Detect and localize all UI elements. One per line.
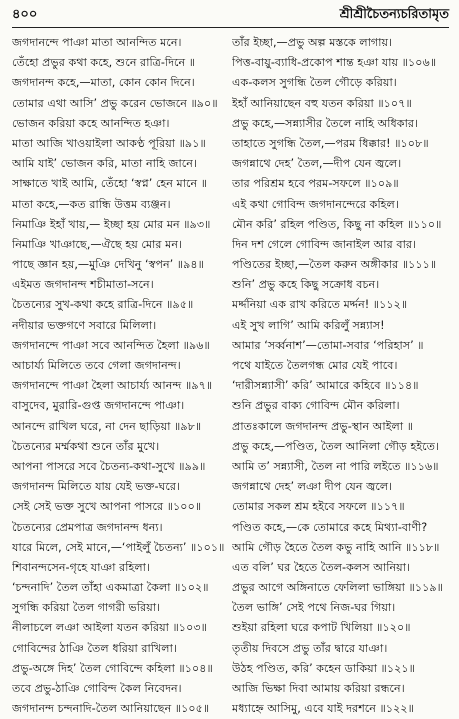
verse-line: তৈল ভাঙ্গি’ সেই পথে নিজ-ঘর গিয়া। <box>232 601 396 615</box>
verse-line: চৈতন্যের প্রেমপাত্র জগদানন্দ ধন্য। <box>12 520 163 534</box>
verse-line: মাতা আজি খাওয়াইলা আকণ্ঠ পূরিয়া ॥৯১॥ <box>12 136 206 150</box>
verse-line: সুগন্ধি করিয়া তৈল গাগরী ভরিয়া। <box>12 601 161 615</box>
verse-line: আজি ভিক্ষা দিবা আমায় করিয়া রন্ধনে। <box>232 682 405 695</box>
verse-line: তোমার এথা আসি’ প্রভু করেন ভোজনে ॥৯০॥ <box>12 96 218 110</box>
verse-line: এই সুখ লাগি’ আমি করিলুঁ সন্ন্যাস! <box>232 318 385 332</box>
verse-line: আমি গৌড় হৈতে তৈল কভু নাহি আনি ॥১১৮॥ <box>232 540 440 554</box>
verse-line: ‘চন্দনাদি’ তৈল তাঁহা একমাত্রা কৈলা ॥১০২॥ <box>12 581 209 595</box>
verse-line: শুনি প্রভুর বাক্য গোবিন্দ মৌন করিলা। <box>232 399 400 413</box>
verse-line: আচার্য্য মিলিতে তবে গেলা জগদানন্দ। <box>12 359 181 372</box>
header-rule <box>12 27 449 28</box>
verse-line: চৈতন্যের মর্ম্মকথা শুনে তাঁর মুখে। <box>12 439 160 453</box>
verse-line: শিবানন্দসেন-গৃহে যাঞা রহিলা। <box>12 560 150 574</box>
verse-line: এই কথা গোবিন্দ জগদানন্দেরে কহিল। <box>232 197 399 211</box>
verse-line: ভোজন করিয়া কহে আনন্দিত হঞা। <box>12 116 170 130</box>
verse-line: প্রাতঃকালে জগদানন্দ প্রভু-স্থান আইলা ॥ <box>232 419 414 433</box>
verse-line: পিত্ত-বায়ু-ব্যাধি-প্রকোপ শান্ত হঞা যায় ॥১০৬॥ <box>232 56 437 70</box>
verse-line: জগদানন্দে পাঞা হৈলা আচার্য্য আনন্দ ॥৯৭॥ <box>12 379 213 393</box>
verse-line: জগদানন্দে পাঞা মাতা আনন্দিত মনে। <box>12 36 182 49</box>
verse-line: মধ্যাহ্নে আসিমু, এবে যাই দরশনে ॥১২২॥ <box>232 702 415 716</box>
verse-line: আমি ত’ সন্ন্যাসী, তৈল না পারি লইতে ॥১১৬॥ <box>232 459 439 473</box>
verse-line: তাঁর ইচ্ছা,—প্রভু অল্প মস্তকে লাগায়। <box>232 36 393 49</box>
verse-line: পণ্ডিতের ইচ্ছা,—তৈল করুন অঙ্গীকার ॥১১১॥ <box>232 258 437 272</box>
verse-line: জগদানন্দ মিলিতে যায় যেই ভক্ত-ঘরে। <box>12 480 181 494</box>
verse-line: পাছে জ্ঞান হয়,—মুঞি দেখিনু ‘স্বপন’ ॥৯৪॥ <box>12 258 204 272</box>
verse-line: ইহাঁ আনিয়াছেন বহু যতন করিয়া ॥১০৭॥ <box>232 96 412 110</box>
verse-line: তৃতীয় দিবসে প্রভু তাঁর দ্বারে যাঞা। <box>232 641 388 655</box>
verse-line: তাহাতে সুগন্ধি তৈল,—পরম ধিক্কার! ॥১০৮॥ <box>232 136 429 150</box>
verse-line: মৌন করি’ রহিল পণ্ডিত, কিছু না কহিল ॥১১০॥ <box>232 217 442 231</box>
verse-line: আমি যাই’ ভোজন করি, মাতা নাহি জানে। <box>12 157 197 171</box>
verse-line: শুইয়া রহিলা ঘরে কপাট খিলিয়া ॥১২০॥ <box>232 621 411 635</box>
verse-line: প্রভু কহে,—সন্ন্যাসীর তৈলে নাহি অধিকার। <box>232 116 419 130</box>
verse-line: তোমার সকল শ্রম হইবে সফলে ॥১১৭॥ <box>232 500 405 514</box>
page-header <box>12 6 449 24</box>
verse-line: প্রভুর আগে অঙ্গিনাতে ফেলিলা ভাঙ্গিয়া ॥১১৯॥ <box>232 581 443 595</box>
verse-line: তার পরিশ্রম হবে পরম-সফলে ॥১০৯॥ <box>232 177 399 191</box>
verse-line: জগদানন্দ কহে,—মাতা, কোন কোন দিনে। <box>12 76 195 90</box>
verse-line: নিমাঞি খাঞাছে,—ঐছে হয় মোর মন। <box>12 237 183 251</box>
running-title: শ্রীশ্রীচৈতন্যচরিতামৃত <box>339 6 449 22</box>
verse-line: এক-কলস সুগন্ধি তৈল গৌড়ে করিয়া। <box>232 76 397 90</box>
verse-line: বাসুদেব, মুরারি-গুপ্ত জগদানন্দে পাঞা। <box>12 399 185 413</box>
verse-line: চৈতন্যের সুখ-কথা কহে রাত্রি-দিনে ॥৯৫॥ <box>12 298 194 312</box>
verse-line: এত বলি’ ঘর হৈতে তৈল-কলস আনিয়া। <box>232 560 410 574</box>
verse-line: এইমত জগদানন্দ শচীমাতা-সনে। <box>12 278 154 292</box>
verse-line: প্রভু কহে,—পণ্ডিত, তৈল আনিলা গৌড় হইতে। <box>232 439 440 453</box>
verse-line: উঠহ পণ্ডিত, করি’ কহেন ডাকিয়া ॥১২১॥ <box>232 661 415 675</box>
verse-line: শুনি’ প্রভু কহে কিছু সক্রোধ বচন। <box>232 278 380 292</box>
verse-line: সাক্ষাতে খাই আমি, তেঁহো ‘স্বপ্ন’ হেন মানে ॥ <box>12 177 208 191</box>
verse-line: পথে যাইতে তৈলগন্ধ মোর যেই পাবে। <box>232 359 398 372</box>
verse-line: পণ্ডিত কহে,—কে তোমারে কহে মিথ্যা-বাণী? <box>232 520 428 534</box>
page-number: ৪০০ <box>12 6 38 22</box>
verse-line: মর্দ্দনিয়া এক রাখ করিতে মর্দ্দন! ॥১১২॥ <box>232 298 408 312</box>
verse-line: তবে প্রভু-ঠাঞি গোবিন্দ কৈল নিবেদন। <box>12 682 182 695</box>
verse-line: প্রভু-অঙ্গে দিহ’ তৈল গোবিন্দে কহিলা ॥১০৪॥ <box>12 661 213 675</box>
verse-line: জগন্নাথে দেহ’ তৈল,—দীপ যেন জ্বলে। <box>232 157 402 171</box>
verse-line: নদীয়ার ভক্তগণে সবারে মিলিলা। <box>12 318 157 332</box>
verse-line: সেই সেই ভক্ত সুখে আপনা পাসরে ॥১০০॥ <box>12 500 202 514</box>
verse-line: তেঁহো প্রভুর কথা কহে, শুনে রাত্রি-দিনে ॥ <box>12 56 196 70</box>
verse-line: নীলাচলে লঞা আইলা যতন করিয়া ॥১০৩॥ <box>12 621 207 635</box>
verse-line: আনন্দে রাখিল ঘরে, না দেন ছাড়িয়া ॥৯৮॥ <box>12 419 202 433</box>
verse-line: দিন দশ গেলে গোবিন্দ জানাইল আর বার। <box>232 237 416 251</box>
verse-line: জগন্নাথে দেহ’ লঞা দীপ যেন জ্বলে। <box>232 480 393 494</box>
verse-line: মাতা কহে,—কত রান্ধি উত্তম ব্যঞ্জন। <box>12 197 171 211</box>
verse-line: যারে মিলে, সেই মানে,—‘পাইলুঁ চৈতন্য’ ॥১০১॥ <box>12 540 225 554</box>
verse-line: গোবিন্দের ঠাঞি তৈল ধরিয়া রাখিলা। <box>12 641 177 655</box>
verse-line: ‘দারীসন্ন্যাসী’ করি’ আমারে কহিবে ॥১১৪॥ <box>232 379 419 393</box>
left-verse-column <box>12 33 230 719</box>
right-verse-column <box>232 33 450 719</box>
verse-line: আপনা পাসরে সবে চৈতন্য-কথা-সুখে ॥৯৯॥ <box>12 459 206 473</box>
verse-line: আমার ‘সর্ব্বনাশ’—তোমা-সবার ‘পরিহাস’ ॥ <box>232 338 424 352</box>
verse-line: জগদানন্দ চন্দনাদি-তৈল আনিয়াছেন ॥১০৫॥ <box>12 702 210 716</box>
verse-line: জগদানন্দে পাঞা সবে আনন্দিত হৈলা ॥৯৬॥ <box>12 338 210 352</box>
verse-line: নিমাঞি ইহাঁ খায়,— ইচ্ছা হয় মোর মন ॥৯৩॥ <box>12 217 211 231</box>
